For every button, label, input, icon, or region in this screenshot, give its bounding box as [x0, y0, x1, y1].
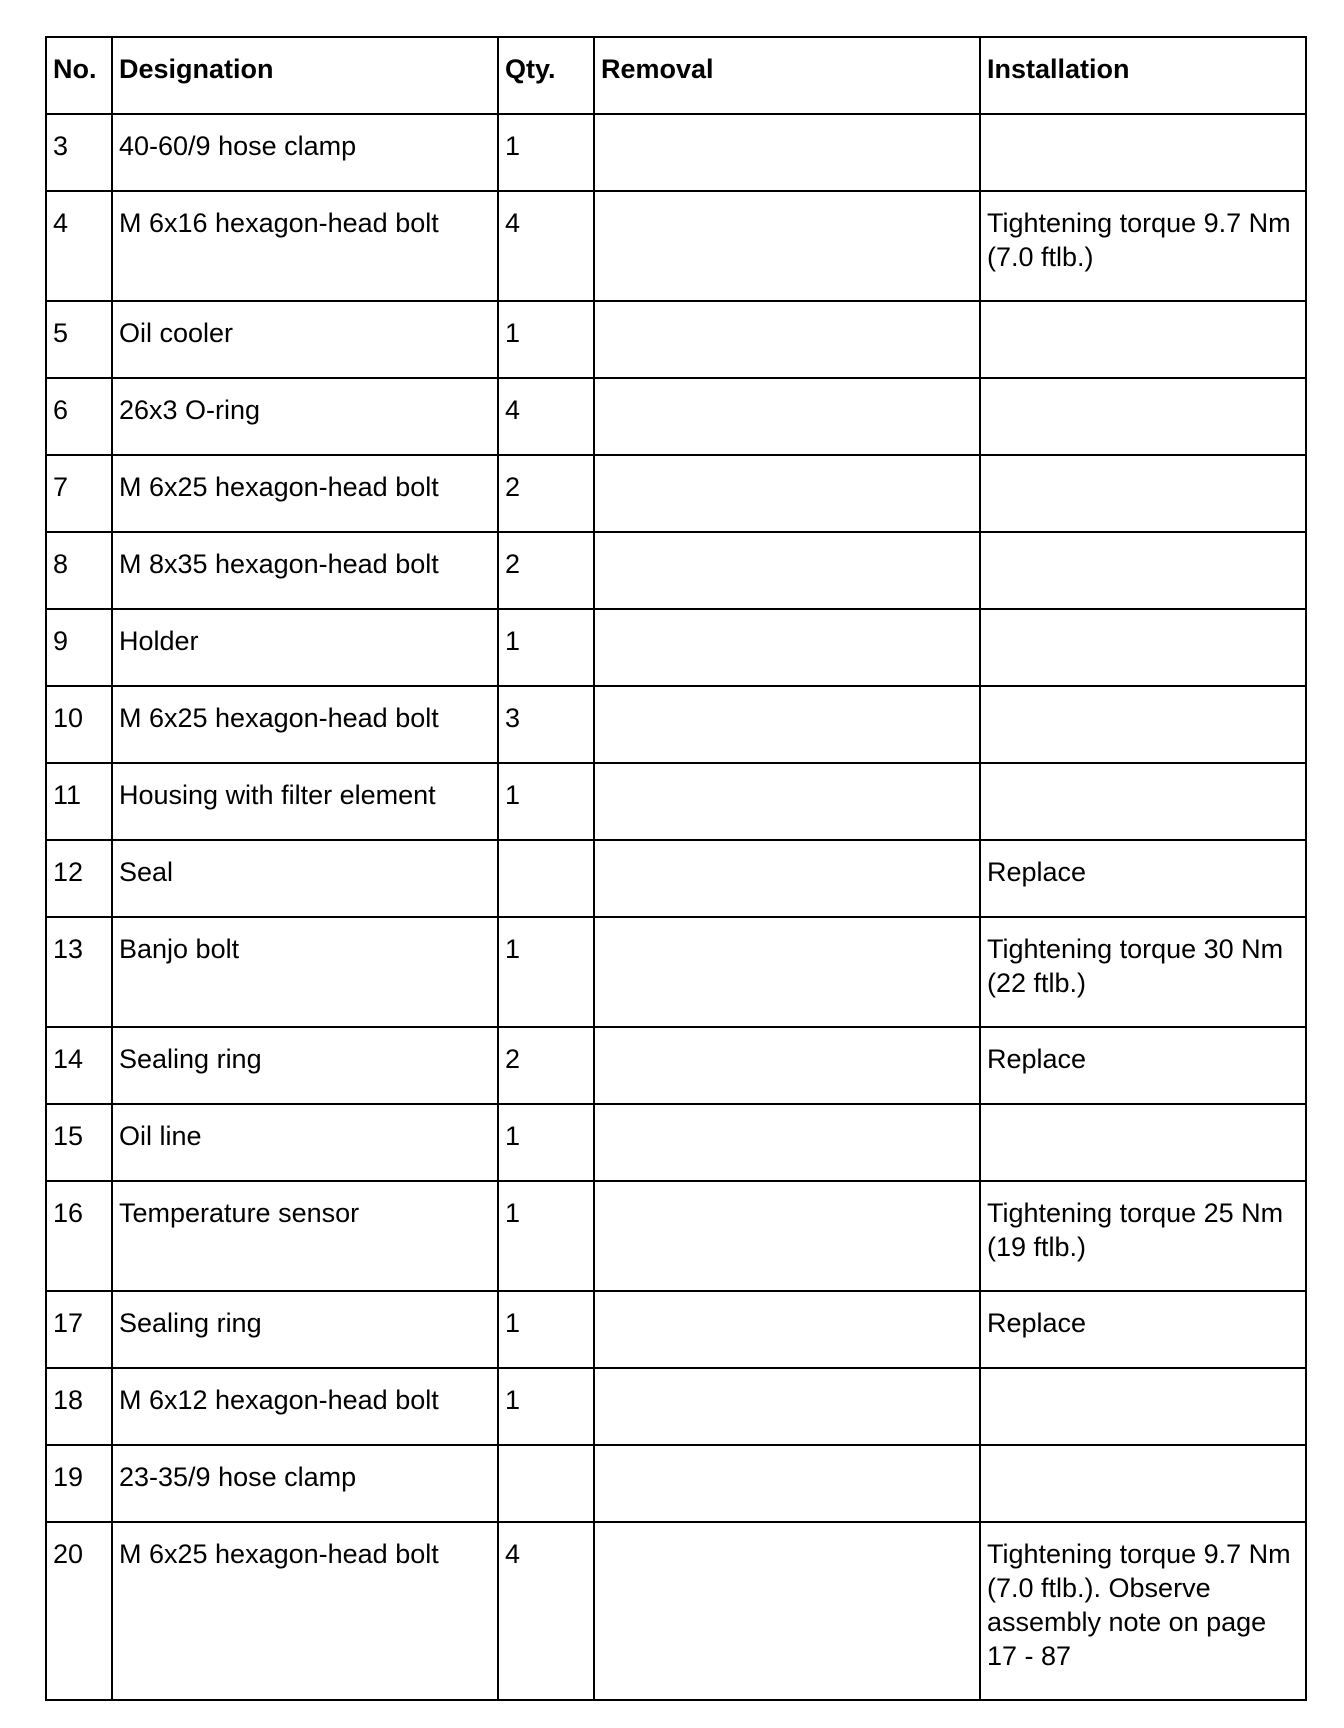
cell-designation: 23-35/9 hose clamp: [112, 1445, 498, 1522]
cell-installation: Tightening torque 30 Nm (22 ftlb.): [980, 917, 1306, 1027]
cell-installation: [980, 609, 1306, 686]
cell-no: 8: [46, 532, 112, 609]
table-row: [46, 917, 1306, 1027]
cell-no: 11: [46, 763, 112, 840]
table-row: [46, 532, 1306, 609]
cell-installation: [980, 1104, 1306, 1181]
cell-designation: 26x3 O-ring: [112, 378, 498, 455]
cell-removal: [594, 1027, 980, 1104]
table-row: [46, 1445, 1306, 1522]
cell-installation: Replace: [980, 1291, 1306, 1368]
cell-installation: [980, 686, 1306, 763]
cell-removal: [594, 1368, 980, 1445]
cell-installation: [980, 763, 1306, 840]
cell-no: 3: [46, 114, 112, 191]
cell-no: 13: [46, 917, 112, 1027]
cell-removal: [594, 378, 980, 455]
cell-no: 15: [46, 1104, 112, 1181]
table-header-row: [46, 37, 1306, 114]
cell-designation: Banjo bolt: [112, 917, 498, 1027]
cell-designation: M 8x35 hexagon-head bolt: [112, 532, 498, 609]
cell-no: 6: [46, 378, 112, 455]
cell-installation: [980, 114, 1306, 191]
cell-qty: 1: [498, 1368, 594, 1445]
table-row: [46, 301, 1306, 378]
cell-qty: 4: [498, 191, 594, 301]
cell-designation: Oil line: [112, 1104, 498, 1181]
table-row: [46, 1368, 1306, 1445]
cell-no: 17: [46, 1291, 112, 1368]
cell-designation: Seal: [112, 840, 498, 917]
cell-qty: 1: [498, 1181, 594, 1291]
table-row: [46, 191, 1306, 301]
cell-designation: Temperature sensor: [112, 1181, 498, 1291]
cell-qty: [498, 1445, 594, 1522]
header-installation: Installation: [980, 37, 1306, 114]
cell-installation: [980, 301, 1306, 378]
header-qty: Qty.: [498, 37, 594, 114]
cell-no: 14: [46, 1027, 112, 1104]
cell-designation: M 6x16 hexagon-head bolt: [112, 191, 498, 301]
cell-no: 4: [46, 191, 112, 301]
cell-designation: Sealing ring: [112, 1027, 498, 1104]
cell-removal: [594, 532, 980, 609]
cell-qty: 1: [498, 1104, 594, 1181]
cell-installation: [980, 378, 1306, 455]
cell-designation: M 6x25 hexagon-head bolt: [112, 455, 498, 532]
cell-removal: [594, 1104, 980, 1181]
cell-removal: [594, 114, 980, 191]
cell-installation: [980, 455, 1306, 532]
cell-installation: Replace: [980, 840, 1306, 917]
cell-installation: [980, 532, 1306, 609]
cell-no: 10: [46, 686, 112, 763]
cell-installation: Tightening torque 25 Nm (19 ftlb.): [980, 1181, 1306, 1291]
table-row: [46, 609, 1306, 686]
cell-removal: [594, 686, 980, 763]
cell-qty: 1: [498, 763, 594, 840]
cell-no: 19: [46, 1445, 112, 1522]
cell-removal: [594, 840, 980, 917]
cell-installation: Tightening torque 9.7 Nm (7.0 ftlb.): [980, 191, 1306, 301]
cell-installation: Tightening torque 9.7 Nm (7.0 ftlb.). Observe assembly note on page 17 - 87: [980, 1522, 1306, 1700]
cell-installation: [980, 1368, 1306, 1445]
cell-removal: [594, 1522, 980, 1700]
cell-designation: Holder: [112, 609, 498, 686]
table-row: [46, 686, 1306, 763]
cell-qty: 2: [498, 1027, 594, 1104]
cell-qty: 2: [498, 532, 594, 609]
cell-qty: 1: [498, 301, 594, 378]
table-row: [46, 1291, 1306, 1368]
table-row: [46, 840, 1306, 917]
cell-removal: [594, 609, 980, 686]
cell-removal: [594, 763, 980, 840]
cell-qty: 1: [498, 609, 594, 686]
cell-qty: 1: [498, 114, 594, 191]
table-row: [46, 455, 1306, 532]
parts-table: [45, 36, 1307, 1701]
cell-qty: 4: [498, 378, 594, 455]
header-designation: Designation: [112, 37, 498, 114]
cell-installation: [980, 1445, 1306, 1522]
cell-qty: [498, 840, 594, 917]
cell-no: 16: [46, 1181, 112, 1291]
table-row: [46, 378, 1306, 455]
cell-qty: 1: [498, 917, 594, 1027]
cell-removal: [594, 191, 980, 301]
cell-designation: M 6x12 hexagon-head bolt: [112, 1368, 498, 1445]
cell-designation: M 6x25 hexagon-head bolt: [112, 1522, 498, 1700]
header-no: No.: [46, 37, 112, 114]
cell-removal: [594, 1181, 980, 1291]
cell-no: 5: [46, 301, 112, 378]
cell-designation: M 6x25 hexagon-head bolt: [112, 686, 498, 763]
table-row: [46, 1104, 1306, 1181]
table-row: [46, 763, 1306, 840]
table-row: [46, 114, 1306, 191]
cell-no: 7: [46, 455, 112, 532]
cell-designation: 40-60/9 hose clamp: [112, 114, 498, 191]
table-row: [46, 1522, 1306, 1700]
cell-removal: [594, 455, 980, 532]
header-removal: Removal: [594, 37, 980, 114]
table-row: [46, 1181, 1306, 1291]
cell-qty: 1: [498, 1291, 594, 1368]
cell-qty: 4: [498, 1522, 594, 1700]
cell-designation: Housing with filter element: [112, 763, 498, 840]
cell-designation: Oil cooler: [112, 301, 498, 378]
cell-removal: [594, 1445, 980, 1522]
cell-qty: 3: [498, 686, 594, 763]
cell-no: 9: [46, 609, 112, 686]
cell-removal: [594, 1291, 980, 1368]
cell-designation: Sealing ring: [112, 1291, 498, 1368]
cell-no: 18: [46, 1368, 112, 1445]
cell-installation: Replace: [980, 1027, 1306, 1104]
cell-qty: 2: [498, 455, 594, 532]
table-row: [46, 1027, 1306, 1104]
cell-no: 20: [46, 1522, 112, 1700]
cell-removal: [594, 301, 980, 378]
cell-no: 12: [46, 840, 112, 917]
cell-removal: [594, 917, 980, 1027]
